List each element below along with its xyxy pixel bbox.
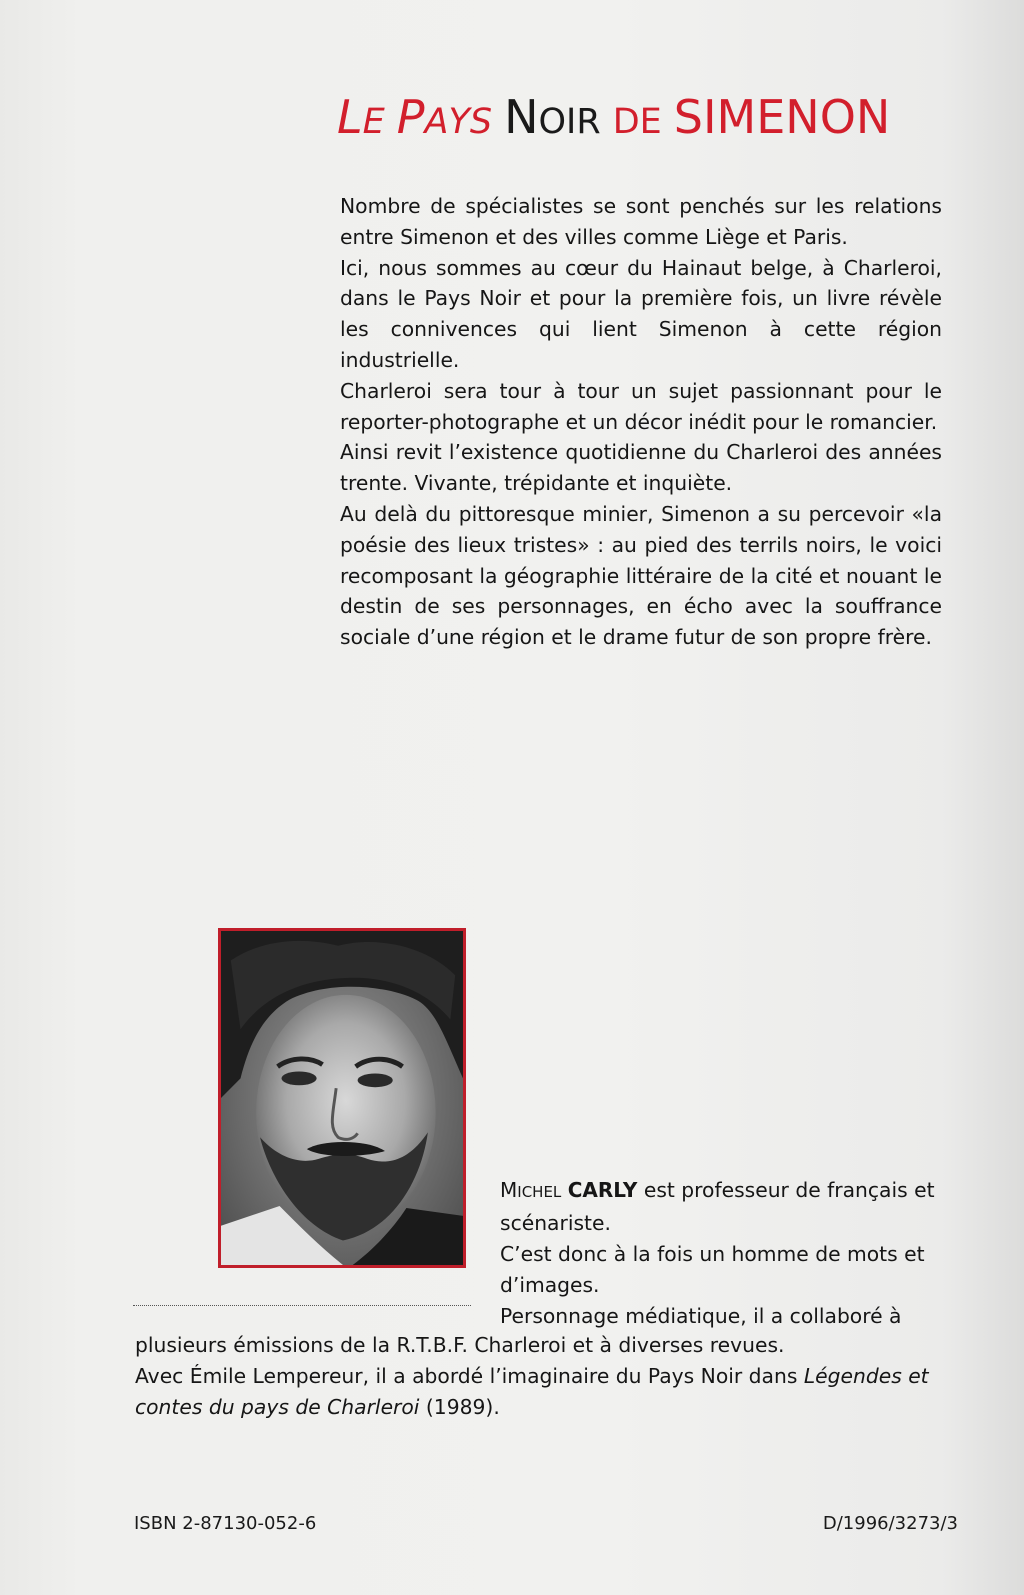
- author-bio-line: Personnage médiatique, il a collaboré à: [500, 1304, 902, 1328]
- author-photo: [218, 928, 466, 1268]
- blurb-paragraph: Ici, nous sommes au cœur du Hainaut belge, à Charleroi, dans le Pays Noir et pour la première fois, un livre révèle les connivences qui lient Simenon à cette région industrielle.: [340, 255, 942, 372]
- blurb-paragraph: Ainsi revit l’existence quotidienne du Charleroi des années trente. Vivante, trépidante et inquiète.: [340, 440, 942, 496]
- author-bio-text: est professeur de français et scénariste.: [500, 1178, 935, 1235]
- isbn: ISBN 2-87130-052-6: [134, 1513, 317, 1534]
- dotted-divider: [133, 1305, 471, 1306]
- blurb-paragraph: Nombre de spécialistes se sont penchés sur les relations entre Simenon et des villes comme Liège et Paris.: [340, 194, 942, 249]
- title-word-de: DE: [612, 102, 662, 142]
- blurb-paragraph: Charleroi sera tour à tour un sujet passionnant pour le reporter-photographe et un décor inédit pour le romancier.: [340, 378, 942, 434]
- author-bio-line: [500, 1175, 945, 1239]
- author-bio-line: C’est donc à la fois un homme de mots et d’images.: [500, 1242, 925, 1297]
- author-portrait-image: [221, 931, 463, 1265]
- blurb-paragraph: Au delà du pittoresque minier, Simenon a su percevoir «la poésie des lieux tristes» : au pied des terrils noirs, le voici recomposant la géographie littéraire de la cité et nouant le destin de ses personnages, en écho avec la souffrance sociale d’une région et le drame futur de son propre frère.: [340, 501, 942, 650]
- title-word-simenon: SIMENON: [673, 90, 891, 144]
- bio-line: plusieurs émissions de la R.T.B.F. Charleroi et à diverses revues.: [135, 1333, 785, 1357]
- book-blurb: [340, 191, 942, 653]
- author-bio: [500, 1175, 945, 1332]
- author-name: MICHEL CARLY: [500, 1178, 638, 1202]
- book-title-reference: Légendes et contes du pays de Charleroi: [135, 1364, 929, 1419]
- title-word-le: LE: [337, 90, 385, 144]
- author-bio-continued: [135, 1330, 945, 1423]
- bio-line: Avec Émile Lempereur, il a abordé l’imaginaire du Pays Noir dans Légendes et contes du pays de Charleroi (1989).: [135, 1364, 929, 1419]
- title-word-pays: PAYS: [396, 90, 493, 144]
- book-title: [337, 90, 997, 144]
- title-word-noir: NOIR: [504, 90, 601, 144]
- legal-deposit: D/1996/3273/3: [822, 1513, 958, 1534]
